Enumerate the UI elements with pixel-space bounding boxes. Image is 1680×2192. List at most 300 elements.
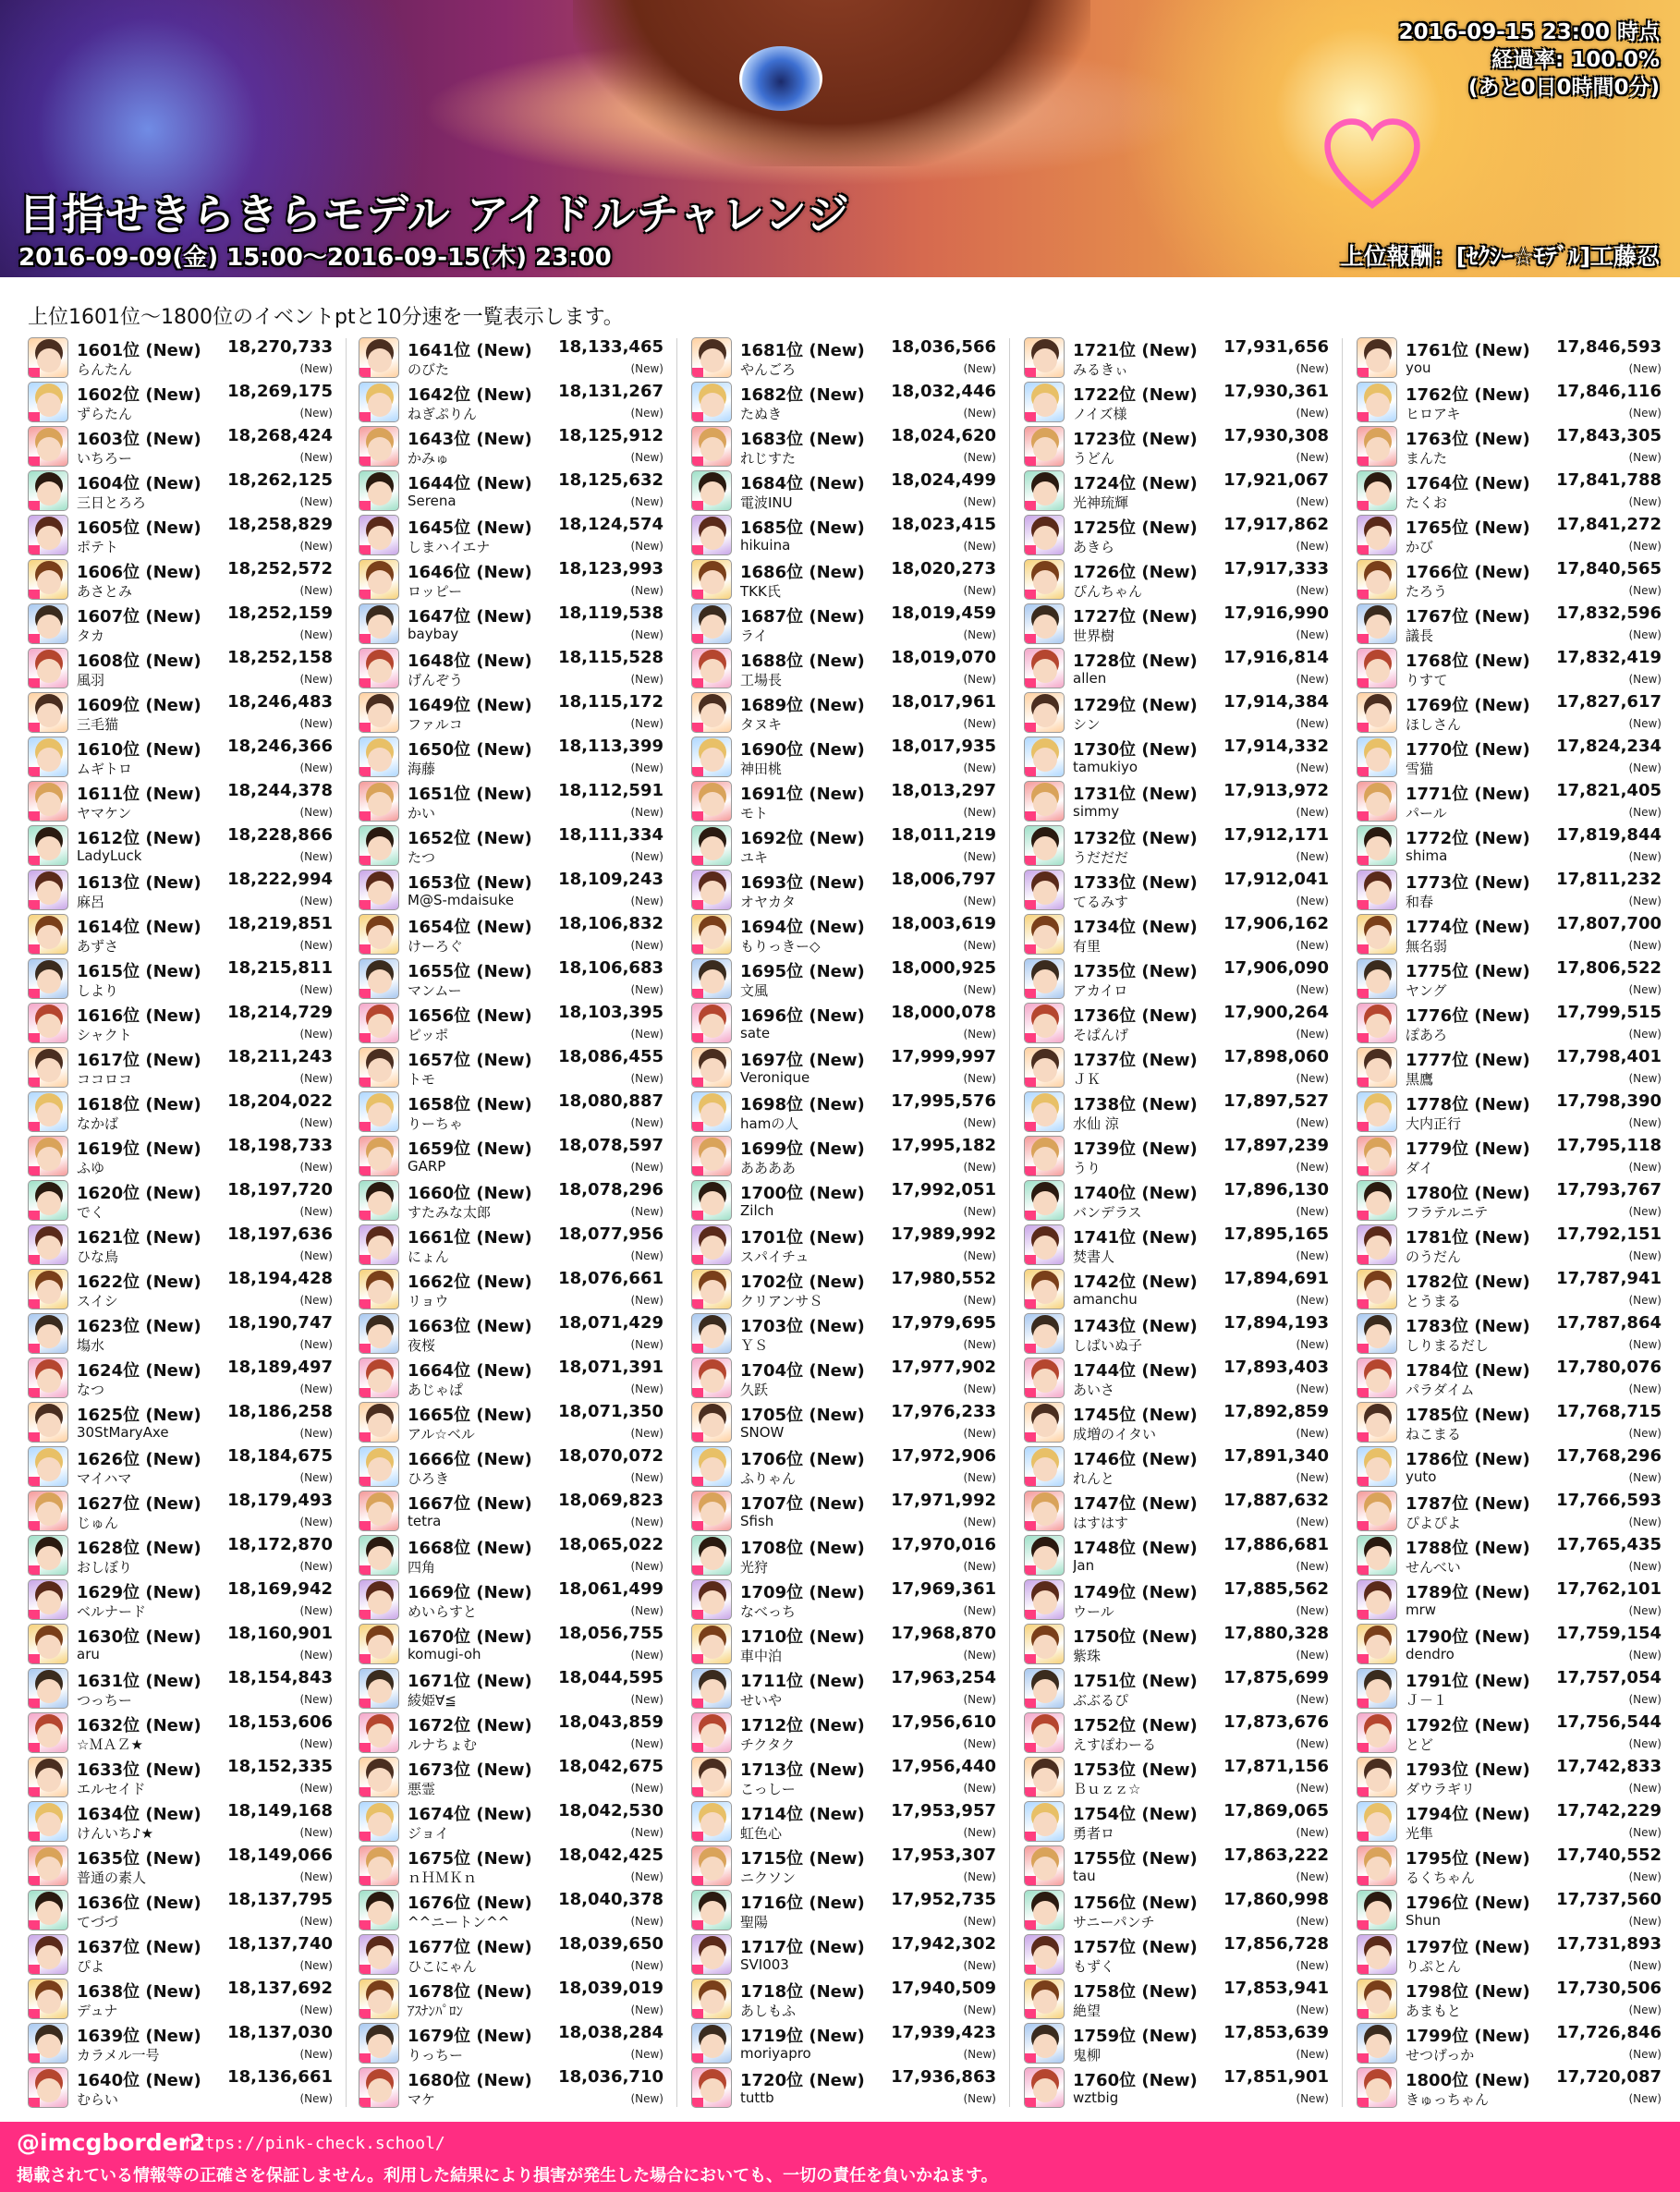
avatar-badge [1357,1432,1369,1442]
avatar [1357,1890,1397,1930]
event-points: 18,252,572 [227,559,333,578]
avatar [1024,426,1065,467]
avatar-badge [359,545,371,554]
speed-label: (New) [299,1604,333,1617]
rank-label: 1665位 (New) [408,1406,532,1425]
event-points: 17,768,715 [1556,1402,1662,1421]
avatar-face [1366,881,1390,905]
avatar-face [1033,1723,1057,1748]
rank-label: 1745位 (New) [1073,1406,1198,1425]
speed-label: (New) [963,1427,996,1440]
speed-label: (New) [630,1516,663,1528]
producer-name: wztbig [1073,2089,1119,2106]
ranking-entry [691,778,996,822]
ranking-entry [1024,512,1329,556]
avatar-face [37,1723,61,1748]
ranking-entry [691,1710,996,1754]
avatar [359,1491,399,1531]
avatar-badge [1357,989,1369,998]
avatar-badge [29,1299,40,1309]
avatar-face [1033,348,1057,372]
avatar [1357,1934,1397,1975]
event-points: 17,860,998 [1223,1890,1329,1909]
rank-label: 1612位 (New) [77,829,201,848]
rank-label: 1673位 (New) [408,1760,532,1780]
producer-name: ^^ニートン^^ [408,1914,510,1930]
speed-label: (New) [630,717,663,730]
event-points: 18,112,591 [558,781,663,800]
rank-label: 1614位 (New) [77,918,201,937]
producer-name: 議長 [1406,627,1434,644]
avatar-badge [692,1699,703,1708]
speed-label: (New) [299,850,333,863]
event-points: 17,953,307 [891,1845,996,1865]
avatar [1024,1934,1065,1975]
avatar [359,1003,399,1043]
avatar-face [368,836,392,860]
avatar [28,1313,68,1354]
speed-label: (New) [1628,1870,1662,1883]
avatar-face [1366,1990,1390,2014]
avatar [359,1668,399,1709]
producer-name: 麻呂 [77,894,105,910]
avatar-badge [692,1521,703,1530]
rank-label: 1762位 (New) [1406,385,1530,405]
avatar-face [1033,969,1057,993]
avatar-badge [692,723,703,732]
event-points: 18,039,650 [558,1934,663,1954]
producer-name: baybay [408,626,459,642]
producer-name: 神田桃 [740,761,783,777]
avatar [1024,1313,1065,1354]
ranking-entry [28,335,333,379]
rank-label: 1601位 (New) [77,341,201,360]
rank-label: 1617位 (New) [77,1051,201,1070]
rank-label: 1787位 (New) [1406,1494,1530,1514]
avatar-face [37,1413,61,1437]
event-points: 17,894,193 [1223,1313,1329,1333]
avatar [691,1224,732,1265]
speed-label: (New) [1628,1959,1662,1972]
avatar-face [1366,1058,1390,1082]
avatar-badge [692,1832,703,1841]
producer-name: いちろー [77,450,133,467]
avatar-badge [1025,590,1036,599]
speed-label: (New) [299,1693,333,1706]
rank-label: 1772位 (New) [1406,829,1530,848]
avatar [28,737,68,777]
ranking-entry [691,1133,996,1177]
avatar-face [700,615,724,639]
speed-label: (New) [1628,1072,1662,1085]
avatar-face [700,348,724,372]
event-points: 17,914,384 [1223,692,1329,712]
speed-label: (New) [630,1915,663,1928]
rank-label: 1616位 (New) [77,1006,201,1026]
avatar-face [1366,1857,1390,1881]
rank-label: 1695位 (New) [740,962,865,981]
avatar-face [700,1812,724,1836]
rank-label: 1613位 (New) [77,873,201,893]
rank-label: 1718位 (New) [740,1982,865,2002]
producer-name: 焚書人 [1073,1248,1115,1265]
event-points: 17,843,305 [1556,426,1662,445]
producer-name: 雪猫 [1406,761,1434,777]
avatar [1357,1757,1397,1797]
avatar-badge [1025,1432,1036,1442]
avatar-badge [692,1255,703,1264]
rank-label: 1659位 (New) [408,1139,532,1159]
event-points: 18,024,499 [891,470,996,490]
speed-label: (New) [630,673,663,686]
rank-label: 1697位 (New) [740,1051,865,1070]
speed-label: (New) [1296,2003,1329,2016]
speed-label: (New) [963,1826,996,1839]
producer-name: SVI003 [740,1956,789,1973]
avatar-badge [29,1699,40,1708]
rank-label: 1686位 (New) [740,563,865,582]
producer-name: 文風 [740,982,769,999]
producer-name: たろう [1406,583,1448,600]
avatar-badge [692,2098,703,2107]
producer-name: ぶぶるぴ [1073,1692,1129,1709]
avatar-face [368,1723,392,1748]
event-points: 17,851,901 [1223,2067,1329,2087]
ranking-entry [28,1443,333,1488]
ranking-entry [1024,2020,1329,2064]
speed-label: (New) [1296,850,1329,863]
rank-label: 1623位 (New) [77,1317,201,1336]
avatar-badge [1357,501,1369,510]
ranking-entry [691,1310,996,1355]
ranking-entry [1024,1887,1329,1931]
event-points: 17,917,333 [1223,559,1329,578]
producer-name: 工場長 [740,672,783,688]
avatar-badge [359,1211,371,1220]
ranking-entry [28,1754,333,1798]
avatar-face [1033,1324,1057,1348]
producer-name: モト [740,805,769,822]
ranking-entry [691,956,996,1000]
event-points: 18,043,859 [558,1712,663,1732]
event-points: 17,939,423 [891,2023,996,2042]
rank-label: 1619位 (New) [77,1139,201,1159]
rank-label: 1608位 (New) [77,652,201,671]
event-points: 17,757,054 [1556,1668,1662,1687]
avatar-face [700,748,724,772]
speed-label: (New) [1628,1560,1662,1573]
event-points: 18,056,755 [558,1624,663,1643]
ranking-entry [359,1621,663,1665]
avatar [1024,1224,1065,1265]
rank-label: 1799位 (New) [1406,2027,1530,2046]
rank-label: 1770位 (New) [1406,740,1530,760]
rank-label: 1638位 (New) [77,1982,201,2002]
avatar-badge [692,2009,703,2018]
avatar-face [37,1102,61,1126]
producer-name: ルナちょむ [408,1736,478,1753]
avatar-badge [1357,1255,1369,1264]
event-points: 18,197,720 [227,1180,333,1200]
event-points: 17,912,041 [1223,870,1329,889]
event-points: 18,252,159 [227,603,333,623]
banner-illustration-hair [573,0,1090,166]
event-points: 18,039,019 [558,1979,663,1998]
ranking-entry [1024,1355,1329,1399]
avatar-face [1033,1590,1057,1614]
ranking-entry [691,1488,996,1532]
rank-label: 1657位 (New) [408,1051,532,1070]
producer-name: 風羽 [77,672,105,688]
event-points: 17,787,941 [1556,1269,1662,1288]
ranking-entry [1024,335,1329,379]
event-points: 18,149,066 [227,1845,333,1865]
avatar [691,737,732,777]
producer-name: 聖陽 [740,1914,769,1930]
rank-label: 1634位 (New) [77,1805,201,1824]
event-points: 18,119,538 [558,603,663,623]
ranking-entry [359,1443,663,1488]
avatar-badge [29,1965,40,1974]
event-points: 18,137,795 [227,1890,333,1909]
producer-name: 久跃 [740,1382,769,1398]
speed-label: (New) [1296,895,1329,907]
avatar-badge [692,1344,703,1353]
avatar-badge [1025,944,1036,954]
rank-label: 1649位 (New) [408,696,532,715]
avatar-face [368,1280,392,1304]
avatar-badge [1025,2053,1036,2063]
speed-label: (New) [1296,983,1329,996]
producer-name: 電波INU [740,494,793,511]
site-link[interactable]: https://pink-check.school/ [185,2134,445,2153]
event-points: 18,136,661 [227,2067,333,2087]
avatar-badge [1025,1787,1036,1796]
event-points: 18,061,499 [558,1579,663,1599]
avatar-badge [1357,2053,1369,2063]
avatar [691,426,732,467]
avatar [359,1358,399,1398]
rank-label: 1700位 (New) [740,1184,865,1203]
rank-label: 1798位 (New) [1406,1982,1530,2002]
event-points: 17,793,767 [1556,1180,1662,1200]
rank-label: 1736位 (New) [1073,1006,1198,1026]
event-points: 18,070,072 [558,1446,663,1466]
avatar-badge [692,1743,703,1752]
speed-label: (New) [963,1028,996,1041]
event-points: 17,846,593 [1556,337,1662,357]
speed-label: (New) [1296,1072,1329,1085]
avatar [359,1757,399,1797]
event-points: 18,109,243 [558,870,663,889]
ranking-entry [359,1044,663,1089]
avatar-badge [692,767,703,776]
producer-name: moriyapro [740,2045,811,2062]
rank-label: 1671位 (New) [408,1672,532,1691]
speed-label: (New) [1296,540,1329,553]
avatar-badge [1357,1166,1369,1175]
event-points: 17,917,862 [1223,515,1329,534]
ranking-entry [1357,468,1662,512]
ranking-entry [1357,867,1662,911]
producer-name: 水仙 涼 [1073,1115,1119,1132]
producer-name: あじゃぱ [408,1382,464,1398]
avatar [28,1668,68,1709]
speed-label: (New) [1296,584,1329,597]
event-points: 17,759,154 [1556,1624,1662,1643]
event-points: 18,184,675 [227,1446,333,1466]
heart-icon [1321,116,1423,217]
avatar-face [1366,1901,1390,1925]
avatar-face [368,659,392,683]
avatar-face [368,1058,392,1082]
ranking-entry [691,689,996,734]
producer-name: リョウ [408,1293,449,1309]
rank-label: 1668位 (New) [408,1539,532,1558]
producer-name: Sfish [740,1513,774,1529]
producer-name: むらい [77,2091,119,2108]
producer-name: ふりゃん [740,1470,797,1487]
rank-label: 1629位 (New) [77,1583,201,1602]
speed-label: (New) [630,495,663,508]
avatar-face [368,792,392,816]
avatar [691,337,732,378]
avatar [28,1180,68,1221]
ranking-entry [691,1089,996,1133]
speed-label: (New) [963,1782,996,1795]
event-points: 17,977,902 [891,1358,996,1377]
speed-label: (New) [630,850,663,863]
ranking-entry [359,1577,663,1621]
event-points: 17,886,681 [1223,1535,1329,1554]
speed-label: (New) [963,1959,996,1972]
speed-label: (New) [630,1028,663,1041]
rank-label: 1641位 (New) [408,341,532,360]
avatar-face [1366,437,1390,461]
avatar-badge [1025,1876,1036,1885]
ranking-entry [28,1488,333,1532]
event-points: 18,036,566 [891,337,996,357]
producer-name: トモ [408,1071,436,1088]
avatar [691,1845,732,1886]
avatar-badge [692,1299,703,1309]
avatar-face [1033,1502,1057,1526]
event-points: 18,125,912 [558,426,663,445]
speed-label: (New) [630,1205,663,1218]
producer-name: ヒロアキ [1406,406,1461,422]
avatar [28,1047,68,1088]
avatar-badge [29,1565,40,1575]
producer-name: mrw [1406,1601,1437,1618]
avatar-face [1033,1236,1057,1260]
speed-label: (New) [1628,1649,1662,1662]
event-points: 18,169,942 [227,1579,333,1599]
ranking-entry [1024,1222,1329,1266]
event-points: 17,730,506 [1556,1979,1662,1998]
avatar [359,1712,399,1753]
avatar-badge [1357,1876,1369,1885]
avatar-face [1033,1147,1057,1171]
speed-label: (New) [1628,806,1662,819]
rank-label: 1637位 (New) [77,1938,201,1957]
producer-name: 光隼 [1406,1825,1434,1842]
avatar-face [37,1945,61,1969]
ranking-entry [359,512,663,556]
ranking-entry [28,778,333,822]
ranking-entry [1357,1976,1662,2020]
producer-name: ぽあろ [1406,1027,1448,1043]
event-points: 18,211,243 [227,1047,333,1066]
speed-label: (New) [963,1294,996,1307]
event-points: 18,078,597 [558,1136,663,1155]
twitter-handle[interactable]: @imcgborder2 [17,2129,206,2156]
speed-label: (New) [299,673,333,686]
ranking-entry [1024,1133,1329,1177]
speed-label: (New) [299,1249,333,1262]
event-points: 18,154,843 [227,1668,333,1687]
producer-name: まんた [1406,450,1448,467]
avatar-badge [29,1477,40,1486]
speed-label: (New) [1628,2003,1662,2016]
avatar-face [1033,1369,1057,1393]
event-points: 18,152,335 [227,1757,333,1776]
event-points: 17,869,065 [1223,1801,1329,1821]
rank-label: 1758位 (New) [1073,1982,1198,2002]
avatar [359,1535,399,1576]
avatar [1357,737,1397,777]
avatar [1024,1845,1065,1886]
producer-name: 黒鷹 [1406,1071,1434,1088]
rank-label: 1722位 (New) [1073,385,1198,405]
avatar-badge [1025,1477,1036,1486]
event-points: 18,042,675 [558,1757,663,1776]
producer-name: マンムー [408,982,462,999]
avatar [359,1402,399,1443]
producer-name: りっちー [408,2047,464,2064]
rank-label: 1732位 (New) [1073,829,1198,848]
ranking-entry [359,645,663,689]
avatar-badge [29,1344,40,1353]
avatar [1024,692,1065,733]
event-points: 18,131,267 [558,382,663,401]
avatar [359,337,399,378]
avatar-face [368,1457,392,1481]
rank-label: 1654位 (New) [408,918,532,937]
avatar [28,1224,68,1265]
rank-label: 1793位 (New) [1406,1760,1530,1780]
avatar-face [368,748,392,772]
avatar-badge [359,1743,371,1752]
avatar-badge [692,1920,703,1930]
avatar [1024,1757,1065,1797]
rank-label: 1768位 (New) [1406,652,1530,671]
avatar-face [700,1280,724,1304]
event-points: 17,895,165 [1223,1224,1329,1244]
rank-label: 1664位 (New) [408,1361,532,1381]
avatar-face [700,836,724,860]
rank-label: 1779位 (New) [1406,1139,1530,1159]
avatar-face [368,1236,392,1260]
producer-name: ふゆ [77,1160,105,1176]
avatar-badge [692,1166,703,1175]
avatar-badge [29,2009,40,2018]
avatar [28,825,68,866]
avatar [28,470,68,511]
rank-label: 1767位 (New) [1406,607,1530,627]
avatar [1024,1668,1065,1709]
rank-label: 1783位 (New) [1406,1317,1530,1336]
avatar-badge [1357,1477,1369,1486]
